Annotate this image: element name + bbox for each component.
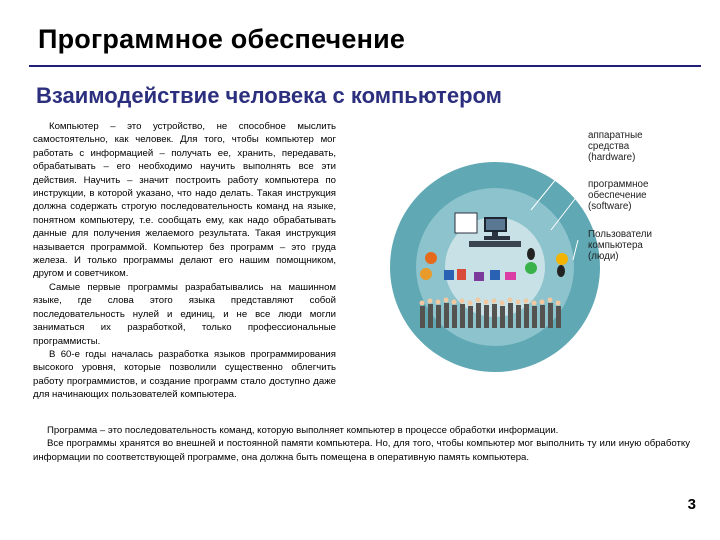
title-divider [29, 65, 701, 67]
human-computer-diagram [381, 110, 706, 425]
label-software: программное обеспечение (software) [588, 179, 649, 212]
page-number: 3 [687, 496, 696, 513]
paragraph-program-definition: Программа – это последовательность команд, которую выполняет компьютер в процессе обработки информации. [47, 425, 559, 436]
label-users: Пользователи компьютера (люди) [588, 229, 652, 262]
page-title: Программное обеспечение [38, 24, 406, 54]
bottom-text [33, 424, 690, 464]
paragraph-program-storage: Все программы хранятся во внешней и постоянной памяти компьютера. Но, для того, чтобы компьютер мог выполнить ту или иную обработку информации по соответствующей программе, она должна быть помещена в оперативную память компьютера. [33, 438, 690, 463]
body-text [33, 120, 336, 402]
paragraph-computer: Компьютер – это устройство, не способное мыслить самостоятельно, как человек. Для того, чтобы компьютер мог работать с информацией – получать ее, хранить, передавать, обрабатывать – его необходимо научить выполнять все эти действия. Научить – значит построить работу компьютера по инструкции, в которой указано, что надо делать. Такая инструкция должна содержать строгую последовательность команд на языке, понятном компьютеру, т.е. сообщать ему, как надо обрабатывать данные для получения желаемого результата. Такая инструкция называется программой. Компьютер без программ – это груда железа. И только программы делают его нашим помощником, другом и советчиком. [33, 121, 336, 280]
label-hardware: аппаратные средства (hardware) [588, 130, 643, 163]
diagram-graphic [381, 110, 706, 425]
paragraph-high-level-languages: В 60-е годы началась разработка языков программирования высокого уровня, которые позволили существенно облегчить работу программистов, и создание программ стало доступно даже для начинающих пользователей компьютера. [33, 348, 336, 401]
paragraph-first-programs: Самые первые программы разрабатывались на машинном языке, где слова этого языка представляют собой последовательность нулей и единиц, и не все люди могли заниматься их разработкой, только профессиональные программисты. [33, 281, 336, 347]
slide-subtitle: Взаимодействие человека с компьютером [36, 83, 502, 108]
